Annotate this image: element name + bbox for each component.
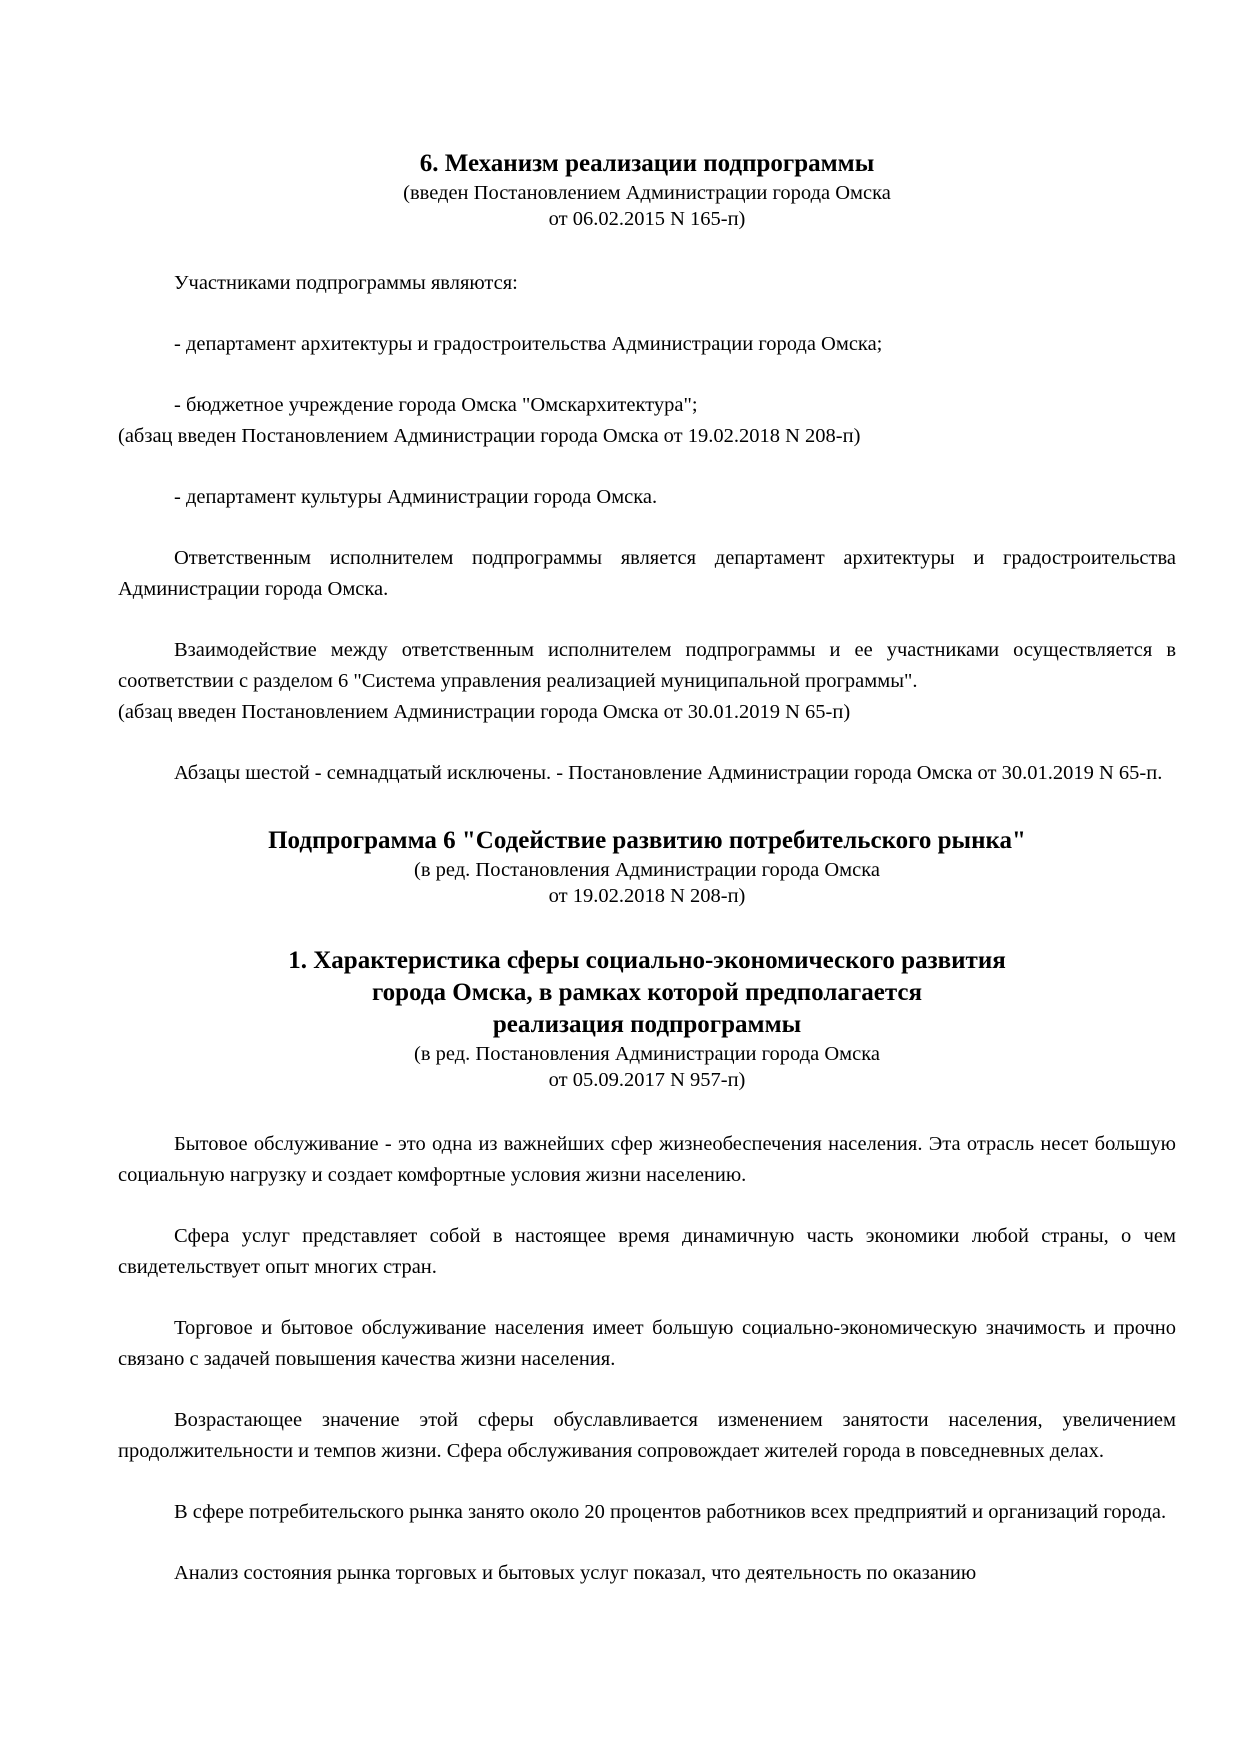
paragraph-excluded-notice: Абзацы шестой - семнадцатый исключены. - Постановление Администрации города Омска от 30.01.2019 N 65-п. <box>174 762 1163 784</box>
paragraph-trade-significance: Торговое и бытовое обслуживание населения имеет большую социально-экономическую значимость и прочно связано с задачей повышения качества жизни населения. <box>118 1317 1176 1370</box>
section-6-amendment-line-2: от 06.02.2015 N 165-п) <box>548 208 746 230</box>
paragraph-household-services: Бытовое обслуживание - это одна из важнейших сфер жизнеобеспечения населения. Эта отрасль несет большую социальную нагрузку и создает комфортные условия жизни населению. <box>118 1133 1176 1186</box>
paragraph-participants-intro: Участниками подпрограммы являются: <box>174 272 518 294</box>
subprogram-6-amendment-line-1: (в ред. Постановления Администрации города Омска <box>414 859 880 881</box>
paragraph-responsible-executor: Ответственным исполнителем подпрограммы является департамент архитектуры и градостроительства Администрации города Омска. <box>118 547 1176 600</box>
paragraph-amendment-note: (абзац введен Постановлением Администрации города Омска от 19.02.2018 N 208-п) <box>118 425 861 447</box>
section-1-heading-line-2: города Омска, в рамках которой предполагается <box>371 979 923 1006</box>
section-1-heading-line-3: реализация подпрограммы <box>492 1011 802 1038</box>
section-6-amendment-line-1: (введен Постановлением Администрации города Омска <box>403 182 891 204</box>
paragraph-growing-importance: Возрастающее значение этой сферы обуславливается изменением занятости населения, увеличением продолжительности и темпов жизни. Сфера обслуживания сопровождает жителей города в повседневных делах. <box>118 1409 1176 1462</box>
paragraph-interaction: Взаимодействие между ответственным исполнителем подпрограммы и ее участниками осуществляется в соответствии с разделом 6 "Система управления реализацией муниципальной программы". <box>118 639 1176 692</box>
section-1-amendment-line-1: (в ред. Постановления Администрации города Омска <box>414 1043 880 1065</box>
paragraph-participant-architecture: - департамент архитектуры и градостроительства Администрации города Омска; <box>174 333 883 355</box>
section-1-amendment-line-2: от 05.09.2017 N 957-п) <box>548 1069 746 1091</box>
section-6-heading: 6. Механизм реализации подпрограммы <box>419 150 875 177</box>
paragraph-employment-share: В сфере потребительского рынка занято около 20 процентов работников всех предприятий и организаций города. <box>174 1501 1167 1523</box>
paragraph-participant-culture: - департамент культуры Администрации города Омска. <box>174 486 658 508</box>
section-1-heading-line-1: 1. Характеристика сферы социально-экономического развития <box>288 947 1006 974</box>
document-page <box>118 148 1176 1589</box>
paragraph-market-analysis: Анализ состояния рынка торговых и бытовых услуг показал, что деятельность по оказанию <box>174 1562 977 1584</box>
subprogram-6-heading: Подпрограмма 6 "Содействие развитию потребительского рынка" <box>268 827 1026 854</box>
subprogram-6-amendment-line-2: от 19.02.2018 N 208-п) <box>548 885 746 907</box>
paragraph-participant-omskarkhitektura: - бюджетное учреждение города Омска "Омскархитектура"; <box>174 394 698 416</box>
paragraph-service-sector: Сфера услуг представляет собой в настоящее время динамичную часть экономики любой страны, о чем свидетельствует опыт многих стран. <box>118 1225 1176 1278</box>
paragraph-amendment-note: (абзац введен Постановлением Администрации города Омска от 30.01.2019 N 65-п) <box>118 701 851 723</box>
